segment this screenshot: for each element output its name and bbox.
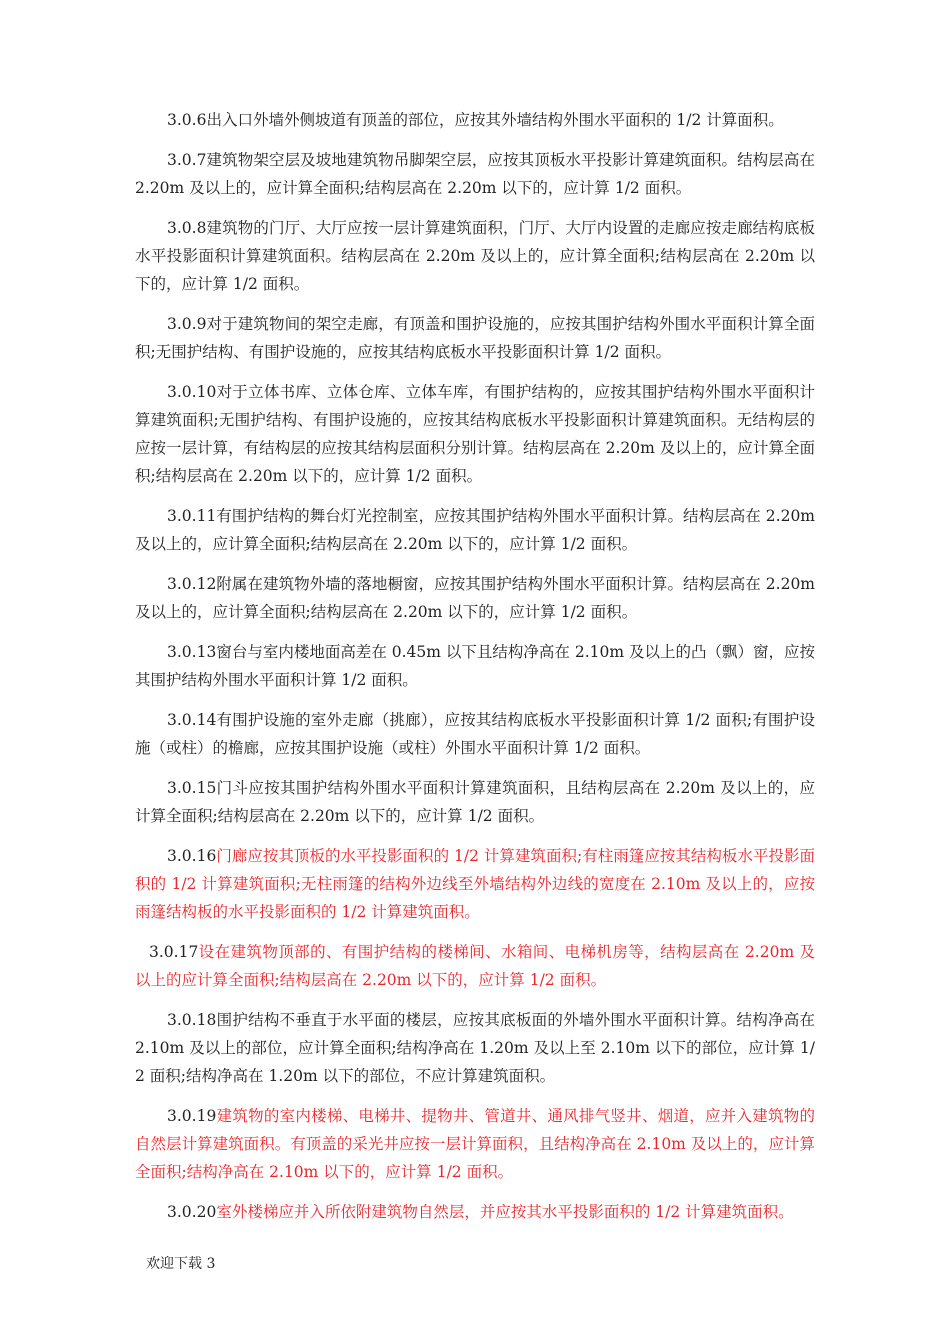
clause-number: 3.0.14 (167, 711, 217, 729)
clause-number: 3.0.18 (167, 1011, 217, 1029)
clause-number: 3.0.10 (167, 383, 217, 401)
clause-3-0-11 (135, 502, 815, 558)
clause-3-0-6 (135, 106, 815, 134)
clause-3-0-7 (135, 146, 815, 202)
clause-3-0-16 (135, 842, 815, 926)
clause-3-0-12 (135, 570, 815, 626)
clause-text: 对于立体书库、立体仓库、立体车库，有围护结构的，应按其围护结构外围水平面积计算建筑面积;无围护结构、有围护设施的，应按其结构底板水平投影面积计算建筑面积。无结构层的应按一层计算，有结构层的应按其结构层面积分别计算。结构层高在 2.20m 及以上的，应计算全面积;结构层高在 2.20m 以下的，应计算 1/2 面积。 (135, 383, 815, 485)
clause-number: 3.0.19 (167, 1107, 217, 1125)
clause-3-0-20 (135, 1198, 815, 1226)
clause-3-0-15 (135, 774, 815, 830)
clause-text: 附属在建筑物外墙的落地橱窗，应按其围护结构外围水平面积计算。结构层高在 2.20m 及以上的，应计算全面积;结构层高在 2.20m 以下的，应计算 1/2 面积。 (135, 575, 815, 621)
clause-number: 3.0.12 (167, 575, 217, 593)
page-footer: 欢迎下载 3 (146, 1256, 216, 1272)
clause-number: 3.0.17 (149, 943, 199, 961)
clause-number: 3.0.16 (167, 847, 217, 865)
clause-3-0-8 (135, 214, 815, 298)
clause-text: 建筑物架空层及坡地建筑物吊脚架空层，应按其顶板水平投影计算建筑面积。结构层高在 2.20m 及以上的，应计算全面积;结构层高在 2.20m 以下的，应计算 1/2 面积。 (135, 151, 815, 197)
clause-text: 有围护设施的室外走廊（挑廊），应按其结构底板水平投影面积计算 1/2 面积;有围护设施（或柱）的檐廊，应按其围护设施（或柱）外围水平面积计算 1/2 面积。 (135, 711, 815, 757)
clause-3-0-19 (135, 1102, 815, 1186)
clause-text: 窗台与室内楼地面高差在 0.45m 以下且结构净高在 2.10m 及以上的凸（飘）窗，应按其围护结构外围水平面积计算 1/2 面积。 (135, 643, 815, 689)
clause-number: 3.0.13 (167, 643, 217, 661)
clause-text: 设在建筑物顶部的、有围护结构的楼梯间、水箱间、电梯机房等，结构层高在 2.20m 及以上的应计算全面积;结构层高在 2.20m 以下的，应计算 1/2 面积。 (135, 943, 815, 989)
document-body (135, 106, 815, 1238)
clause-text: 围护结构不垂直于水平面的楼层，应按其底板面的外墙外围水平面积计算。结构净高在 2.10m 及以上的部位，应计算全面积;结构净高在 1.20m 及以上至 2.10m 以下的部位，应计算 1/2 面积;结构净高在 1.20m 以下的部位，不应计算建筑面积。 (135, 1011, 815, 1085)
clause-text: 对于建筑物间的架空走廊，有顶盖和围护设施的，应按其围护结构外围水平面积计算全面积;无围护结构、有围护设施的，应按其结构底板水平投影面积计算 1/2 面积。 (135, 315, 815, 361)
clause-text: 有围护结构的舞台灯光控制室，应按其围护结构外围水平面积计算。结构层高在 2.20m 及以上的，应计算全面积;结构层高在 2.20m 以下的，应计算 1/2 面积。 (135, 507, 815, 553)
clause-3-0-9 (135, 310, 815, 366)
clause-number: 3.0.7 (167, 151, 207, 169)
clause-3-0-14 (135, 706, 815, 762)
clause-number: 3.0.6 (167, 111, 207, 129)
clause-text: 出入口外墙外侧坡道有顶盖的部位，应按其外墙结构外围水平面积的 1/2 计算面积。 (206, 111, 784, 129)
clause-number: 3.0.9 (167, 315, 207, 333)
clause-3-0-18 (135, 1006, 815, 1090)
clause-3-0-17 (135, 938, 815, 994)
clause-text: 室外楼梯应并入所依附建筑物自然层，并应按其水平投影面积的 1/2 计算建筑面积。 (216, 1203, 794, 1221)
clause-number: 3.0.15 (167, 779, 217, 797)
clause-text: 门斗应按其围护结构外围水平面积计算建筑面积，且结构层高在 2.20m 及以上的，应计算全面积;结构层高在 2.20m 以下的，应计算 1/2 面积。 (135, 779, 815, 825)
clause-3-0-10 (135, 378, 815, 490)
clause-number: 3.0.11 (167, 507, 217, 525)
clause-number: 3.0.20 (167, 1203, 217, 1221)
clause-3-0-13 (135, 638, 815, 694)
clause-number: 3.0.8 (167, 219, 207, 237)
clause-text: 门廊应按其顶板的水平投影面积的 1/2 计算建筑面积;有柱雨篷应按其结构板水平投影面积的 1/2 计算建筑面积;无柱雨篷的结构外边线至外墙结构外边线的宽度在 2.10m 及以上的，应按雨篷结构板的水平投影面积的 1/2 计算建筑面积。 (135, 847, 815, 921)
clause-text: 建筑物的室内楼梯、电梯井、提物井、管道井、通风排气竖井、烟道，应并入建筑物的自然层计算建筑面积。有顶盖的采光井应按一层计算面积，且结构净高在 2.10m 及以上的，应计算全面积;结构净高在 2.10m 以下的，应计算 1/2 面积。 (135, 1107, 815, 1181)
clause-text: 建筑物的门厅、大厅应按一层计算建筑面积，门厅、大厅内设置的走廊应按走廊结构底板水平投影面积计算建筑面积。结构层高在 2.20m 及以上的，应计算全面积;结构层高在 2.20m 以下的，应计算 1/2 面积。 (135, 219, 815, 293)
